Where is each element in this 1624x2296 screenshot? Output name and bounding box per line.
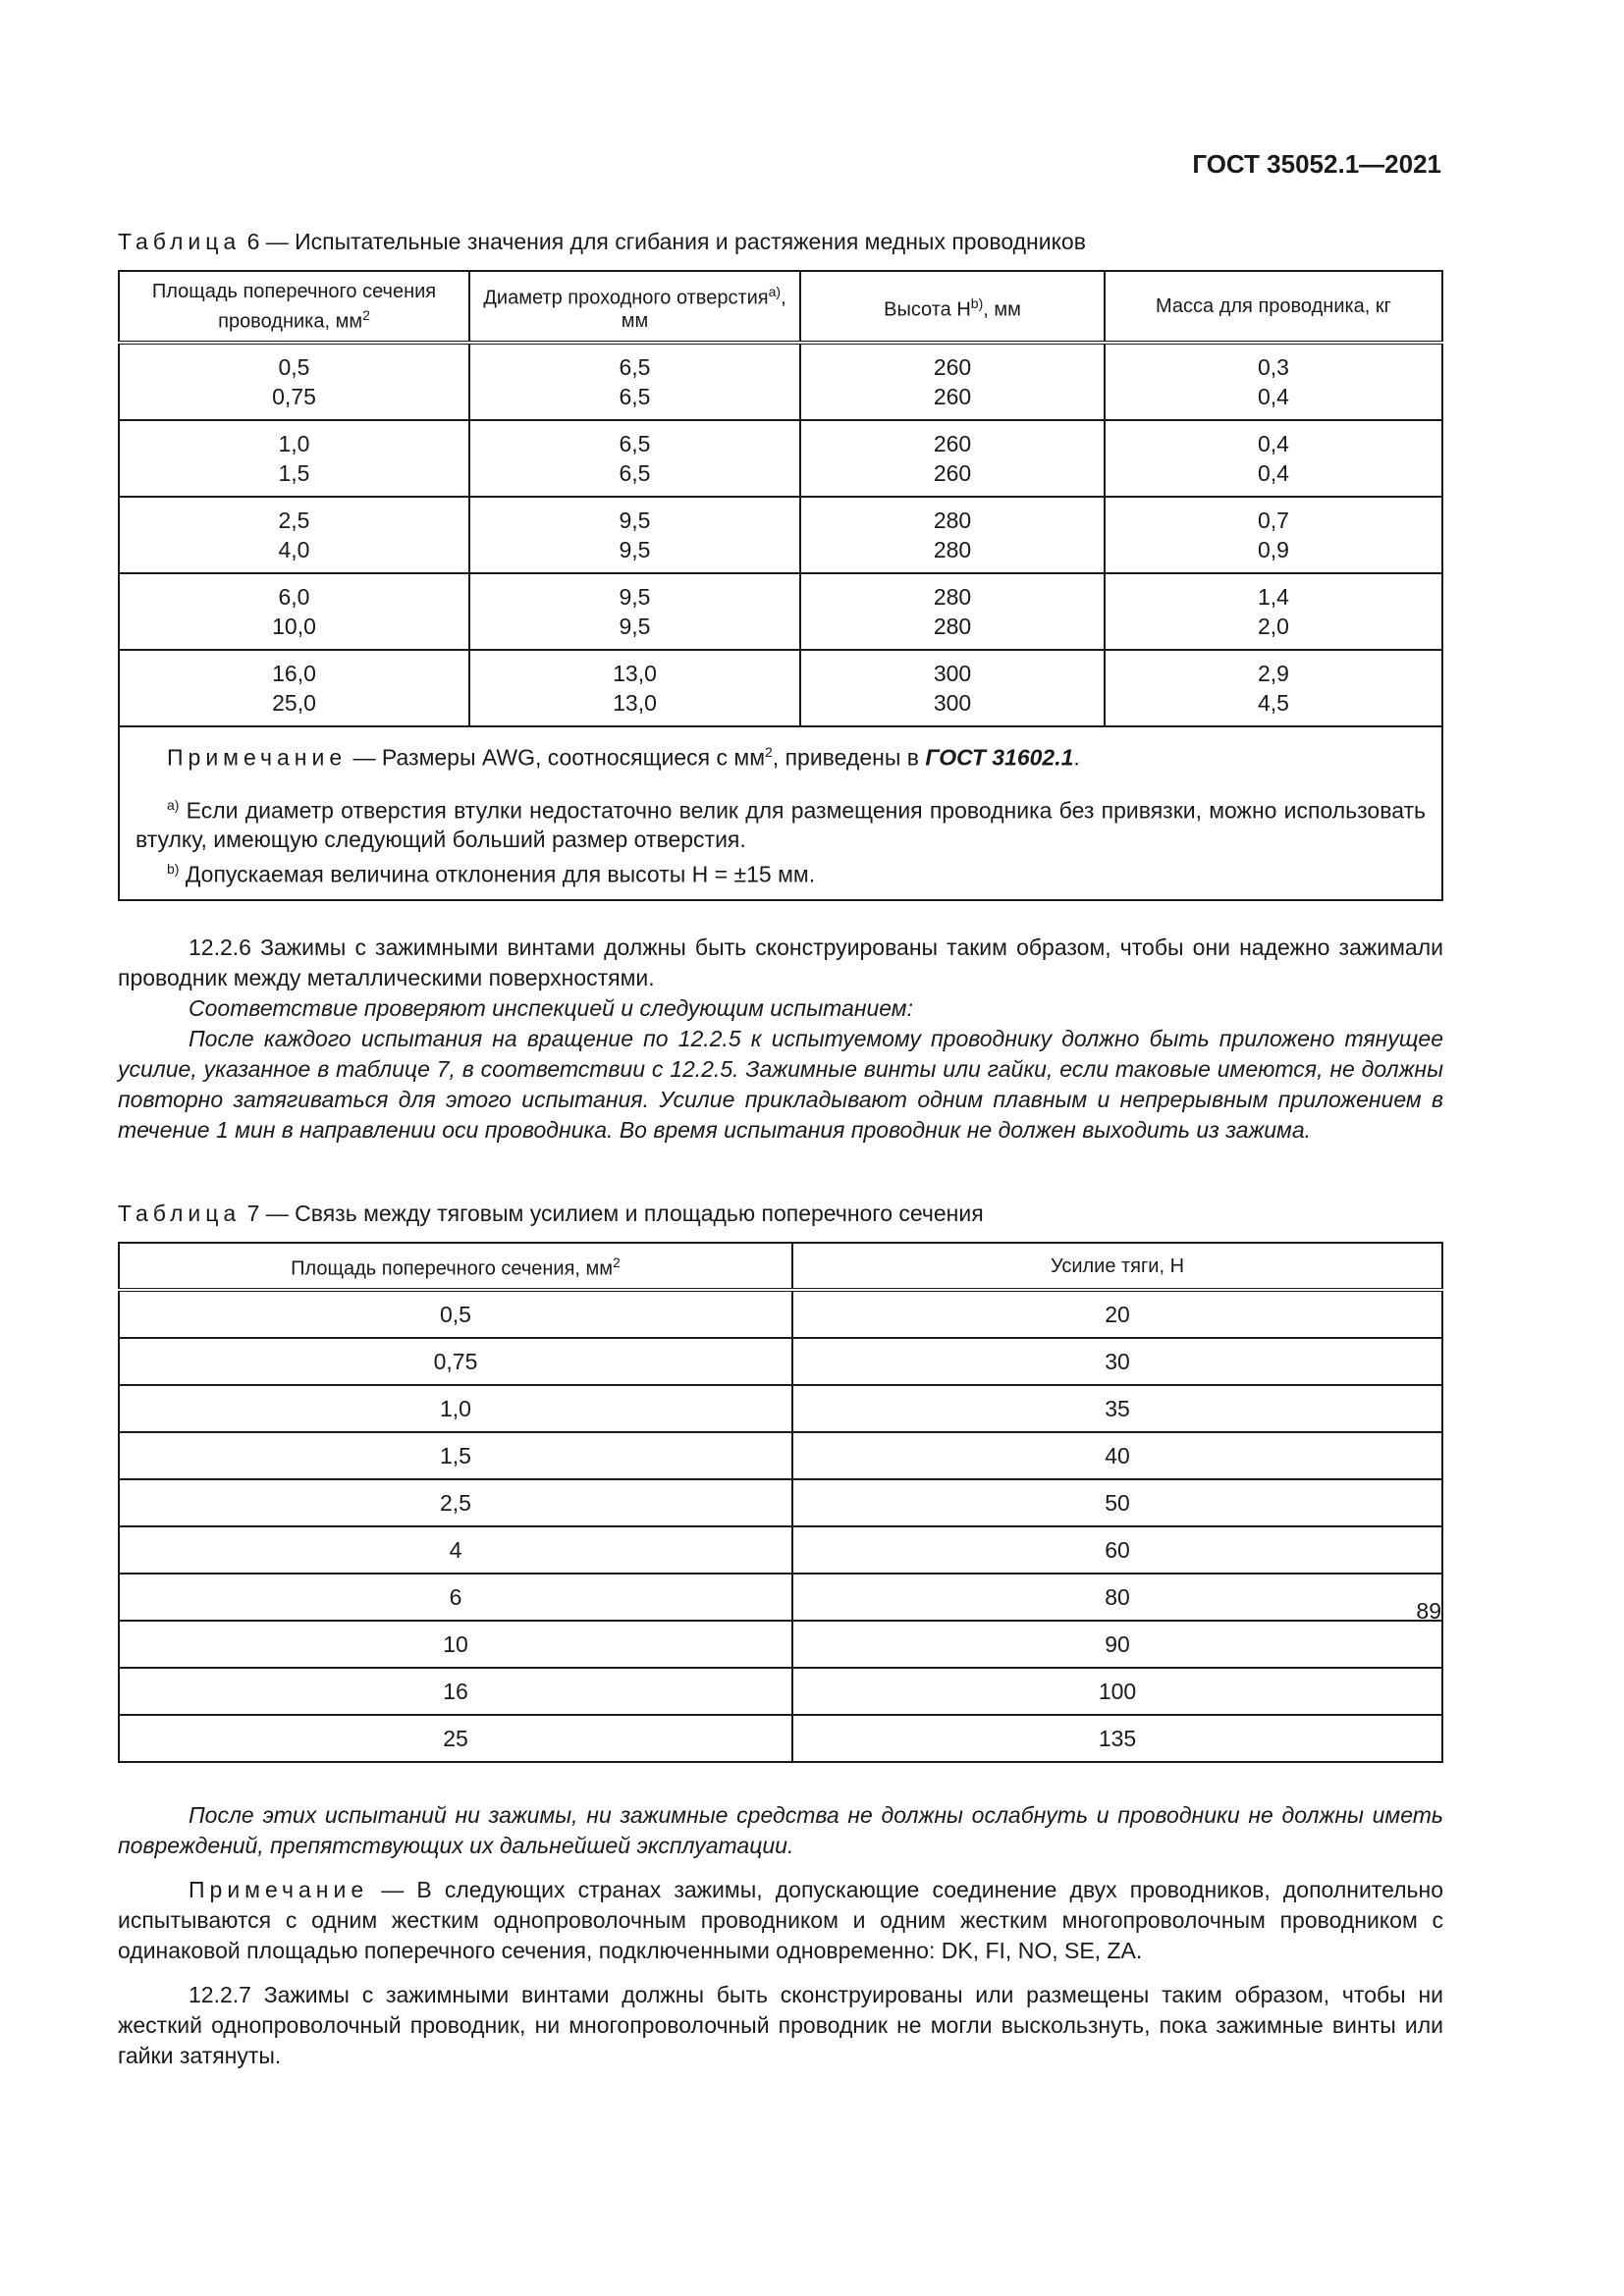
document-header: ГОСТ 35052.1—2021 — [1192, 149, 1441, 179]
header-cell: Диаметр проходного отверстия$^{a)}$, мм — [469, 271, 800, 343]
table-note: Примечание — Размеры AWG, соотносящиеся с $мм^2$, приведены в ГОСТ 31602.1. $^{a)}$ Если диаметр отверстия втулки недостаточно велик для размещения проводника без привязки, можно использовать втулку, имеющую следующий больший размер отверстия. $^{b)}$ Допускаемая величина отклонения для высоты H = ±15 мм. — [119, 726, 1442, 900]
table-cell: 16 — [119, 1668, 792, 1715]
table-row — [119, 650, 1442, 726]
table-row — [119, 1338, 1442, 1385]
table-cell — [119, 650, 469, 726]
table-cell: 90 — [792, 1621, 1442, 1668]
table-cell: 30 — [792, 1338, 1442, 1385]
table-cell — [469, 650, 800, 726]
table-row — [119, 1668, 1442, 1715]
cell-value: 25,0 — [272, 690, 316, 716]
cell-value: 9,5 — [619, 507, 651, 533]
cell-value: 4,5 — [1258, 690, 1289, 716]
cell-value: 280 — [933, 507, 972, 533]
table-cell: 25 — [119, 1715, 792, 1762]
closing-text: После этих испытаний ни зажимы, ни зажимные средства не должны ослабнуть и проводники не должны иметь повреждений, препятствующих их дальнейшей эксплуатации. Примечание — В следующих странах зажимы, допускающие соединение двух проводников, дополнительно испытываются с одним жестким однопроволочным проводником и одним жестким многопроволочным проводником с одинаковой площадью поперечного сечения, подключенными одновременно: DK, FI, NO, SE, ZA. 12.2.7 Зажимы с зажимными винтами должны быть сконструированы или размещены таким образом, чтобы ни жесткий однопроволочный проводник, ни многопроволочный проводник не могли выскользнуть, пока зажимные винты или гайки затянуты. — [118, 1800, 1443, 2071]
table-cell — [800, 343, 1105, 420]
cell-value: 300 — [933, 661, 972, 686]
table-cell: 50 — [792, 1479, 1442, 1526]
table-header-row — [119, 1243, 1442, 1290]
table-cell — [800, 650, 1105, 726]
table-cell — [800, 497, 1105, 573]
cell-value: 280 — [933, 584, 972, 610]
table-cell: 100 — [792, 1668, 1442, 1715]
cell-value: 280 — [933, 537, 972, 562]
header-cell: Усилие тяги, Н — [792, 1243, 1442, 1290]
cell-value: 4,0 — [278, 537, 310, 562]
cell-value: 0,5 — [278, 354, 310, 380]
table-cell — [1105, 420, 1442, 497]
cell-value: 0,3 — [1258, 354, 1289, 380]
table-row — [119, 1526, 1442, 1574]
section-12-2-7: 12.2.7 Зажимы с зажимными винтами должны быть сконструированы или размещены таким образом, чтобы ни жесткий однопроволочный проводник, ни многопроволочный проводник не могли выскользнуть, пока зажимные винты или гайки затянуты. — [118, 1982, 1443, 2068]
header-cell: Площадь поперечного сечения проводника, $мм^2$ — [119, 271, 469, 343]
cell-value: 260 — [933, 384, 972, 409]
caption-label: Таблица — [118, 229, 242, 254]
table-cell: 135 — [792, 1715, 1442, 1762]
footnote-b: $^{b)}$ Допускаемая величина отклонения для высоты H = ±15 мм. — [167, 861, 816, 887]
cell-value: 2,5 — [278, 507, 310, 533]
cell-value: 260 — [933, 431, 972, 456]
table-row — [119, 573, 1442, 650]
table-cell — [1105, 497, 1442, 573]
table-cell: 35 — [792, 1385, 1442, 1432]
cell-value: 6,5 — [619, 354, 651, 380]
cell-value: 9,5 — [619, 584, 651, 610]
cell-value: 260 — [933, 460, 972, 486]
table-row — [119, 420, 1442, 497]
table-cell — [119, 420, 469, 497]
cell-value: 6,5 — [619, 460, 651, 486]
table-cell: 0,75 — [119, 1338, 792, 1385]
table-cell: 1,0 — [119, 1385, 792, 1432]
table-cell: 4 — [119, 1526, 792, 1574]
cell-value: 6,0 — [278, 584, 310, 610]
table-row — [119, 343, 1442, 420]
table-row — [119, 1432, 1442, 1479]
table-row — [119, 1385, 1442, 1432]
footnote-a: $^{a)}$ Если диаметр отверстия втулки недостаточно велик для размещения проводника без привязки, можно использовать втулку, имеющую следующий больший размер отверстия. — [135, 796, 1426, 853]
cell-value: 260 — [933, 354, 972, 380]
table-row — [119, 497, 1442, 573]
cell-value: 1,4 — [1258, 584, 1289, 610]
table-row — [119, 1479, 1442, 1526]
table-row — [119, 1715, 1442, 1762]
table-cell: 1,5 — [119, 1432, 792, 1479]
cell-value: 13,0 — [613, 690, 657, 716]
table-cell — [469, 573, 800, 650]
table-cell — [469, 420, 800, 497]
table-cell — [800, 420, 1105, 497]
cell-value: 2,9 — [1258, 661, 1289, 686]
cell-value: 0,4 — [1258, 431, 1289, 456]
cell-value: 2,0 — [1258, 614, 1289, 639]
cell-value: 13,0 — [613, 661, 657, 686]
table-cell — [119, 573, 469, 650]
table7-caption: Таблица 7 — Связь между тяговым усилием и площадью поперечного сечения — [118, 1201, 984, 1226]
table-cell: 40 — [792, 1432, 1442, 1479]
table-cell — [469, 343, 800, 420]
cell-value: 6,5 — [619, 431, 651, 456]
cell-value: 280 — [933, 614, 972, 639]
header-cell: Масса для проводника, кг — [1105, 271, 1442, 343]
table-cell: 2,5 — [119, 1479, 792, 1526]
page-number: 89 — [1416, 1598, 1441, 1624]
header-cell: Площадь поперечного сечения, $мм^2$ — [119, 1243, 792, 1290]
section-12-2-6: 12.2.6 Зажимы с зажимными винтами должны быть сконструированы таким образом, чтобы они надежно зажимали проводник между металлическими поверхностями. Соответствие проверяют инспекцией и следующим испытанием: После каждого испытания на вращение по 12.2.5 к испытуемому проводнику должно быть приложено тянущее усилие, указанное в таблице 7, в соответствии с 12.2.5. Зажимные винты или гайки, если таковые имеются, не должны повторно затягиваться для этого испытания. Усилие прикладывают одним плавным и непрерывным приложением в течение 1 мин в направлении оси проводника. Во время испытания проводник не должен выходить из зажима. — [118, 934, 1443, 1143]
table-note-row — [119, 726, 1442, 900]
cell-value: 10,0 — [272, 614, 316, 639]
table-cell — [119, 497, 469, 573]
table-row — [119, 1290, 1442, 1338]
table-row — [119, 1574, 1442, 1621]
cell-value: 0,7 — [1258, 507, 1289, 533]
cell-value: 9,5 — [619, 614, 651, 639]
table-cell: 6 — [119, 1574, 792, 1621]
cell-value: 16,0 — [272, 661, 316, 686]
table-row — [119, 1621, 1442, 1668]
cell-value: 1,0 — [278, 431, 310, 456]
table-cell — [1105, 573, 1442, 650]
table-cell: 60 — [792, 1526, 1442, 1574]
table-cell — [1105, 343, 1442, 420]
table-cell — [800, 573, 1105, 650]
table-cell — [1105, 650, 1442, 726]
cell-value: 0,9 — [1258, 537, 1289, 562]
header-cell: Высота $H^{b)}$, мм — [800, 271, 1105, 343]
cell-value: 300 — [933, 690, 972, 716]
cell-value: 1,5 — [278, 460, 310, 486]
cell-value: 9,5 — [619, 537, 651, 562]
cell-value: 0,75 — [272, 384, 316, 409]
table-header-row — [119, 271, 1442, 343]
table6-caption — [118, 229, 1086, 255]
table-cell — [119, 343, 469, 420]
caption-text: 6 — Испытательные значения для сгибания и растяжения медных проводников — [246, 229, 1086, 254]
table-cell: 10 — [119, 1621, 792, 1668]
note-2: Примечание — В следующих странах зажимы, допускающие соединение двух проводников, дополнительно испытываются с одним жестким однопроволочным проводником и одним жестким многопроволочным проводником с одинаковой площадью поперечного сечения, подключенными одновременно: DK, FI, NO, SE, ZA. — [118, 1877, 1443, 1963]
cell-value: 0,4 — [1258, 384, 1289, 409]
table-cell: 20 — [792, 1290, 1442, 1338]
cell-value: 0,4 — [1258, 460, 1289, 486]
table-cell — [469, 497, 800, 573]
table-cell: 80 — [792, 1574, 1442, 1621]
table-cell: 0,5 — [119, 1290, 792, 1338]
cell-value: 6,5 — [619, 384, 651, 409]
table-6 — [118, 270, 1443, 901]
table-7 — [118, 1242, 1443, 1763]
